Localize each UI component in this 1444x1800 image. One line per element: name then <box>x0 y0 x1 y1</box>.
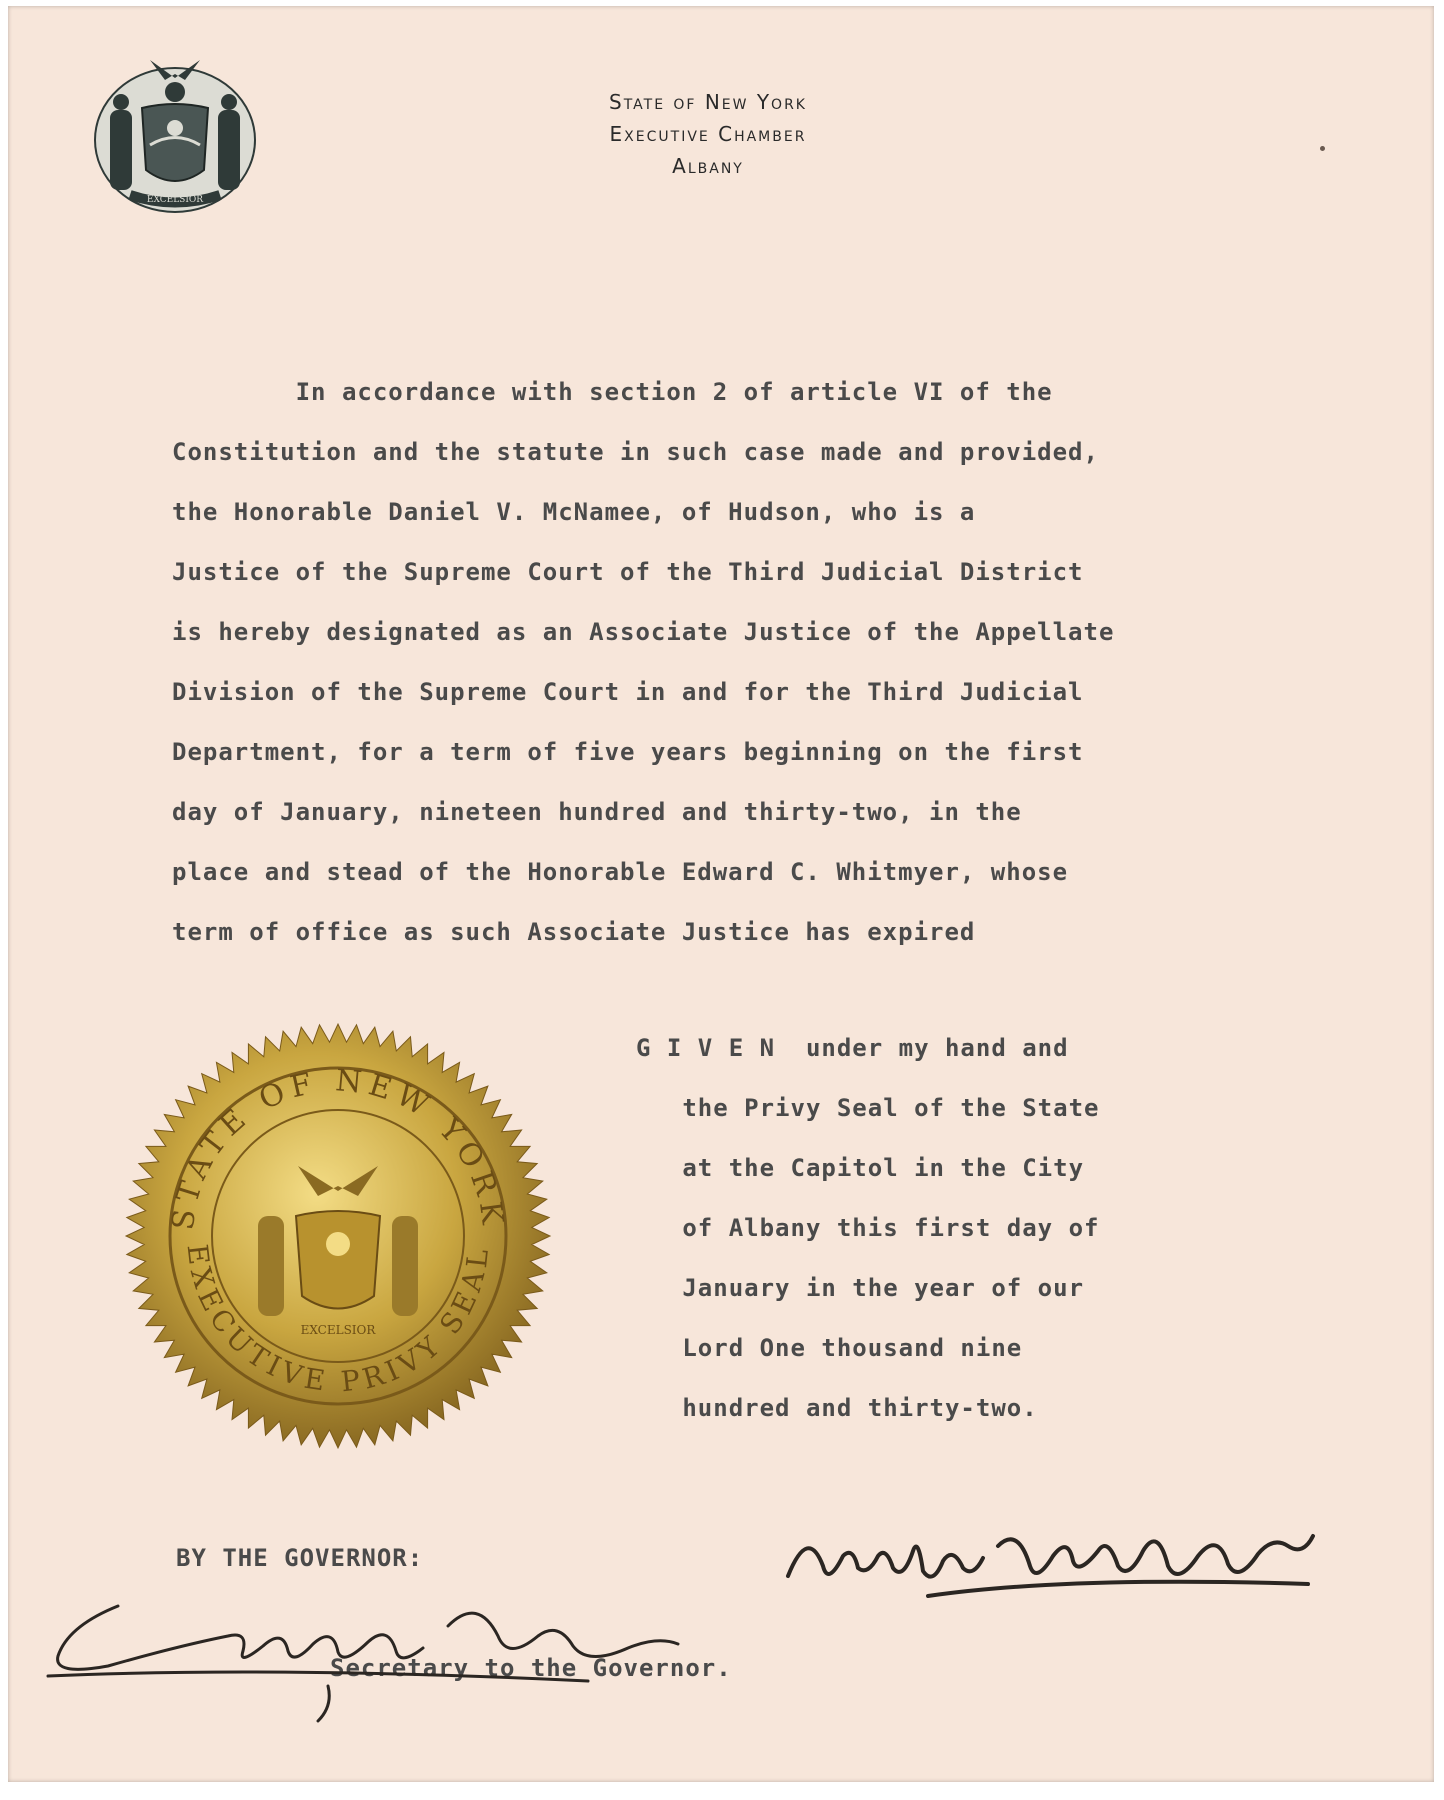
given-line: at the Capitol in the City <box>636 1154 1085 1182</box>
body-line: In accordance with section 2 of article VI of the <box>172 378 1053 406</box>
given-line: the Privy Seal of the State <box>636 1094 1100 1122</box>
paper-speck <box>1320 146 1325 151</box>
by-the-governor-label: BY THE GOVERNOR: <box>176 1544 424 1572</box>
letterhead-chamber: Executive Chamber <box>609 122 807 146</box>
seal-motto: EXCELSIOR <box>300 1323 376 1337</box>
given-block <box>636 1034 1296 1454</box>
body-line: Division of the Supreme Court in and for the Third Judicial <box>172 678 1084 706</box>
document-page <box>8 6 1434 1782</box>
body-line: Justice of the Supreme Court of the Third Judicial District <box>172 558 1084 586</box>
body-line: Constitution and the statute in such case made and provided, <box>172 438 1099 466</box>
crest-motto: EXCELSIOR <box>146 195 204 205</box>
designation-paragraph <box>172 378 1292 978</box>
given-line: G I V E N under my hand and <box>636 1034 1069 1062</box>
state-crest-icon <box>80 50 270 220</box>
body-line: Department, for a term of five years beginning on the first <box>172 738 1084 766</box>
given-line: January in the year of our <box>636 1274 1085 1302</box>
letterhead-city: Albany <box>672 154 744 178</box>
secretary-title: Secretary to the Governor. <box>330 1654 732 1682</box>
secretary-signature <box>28 1566 728 1726</box>
letterhead <box>448 86 968 182</box>
body-line: is hereby designated as an Associate Justice of the Appellate <box>172 618 1115 646</box>
secretary-signature-icon <box>28 1566 728 1726</box>
body-line: the Honorable Daniel V. McNamee, of Hudson, who is a <box>172 498 976 526</box>
privy-seal-icon <box>118 1016 558 1456</box>
body-line: day of January, nineteen hundred and thirty-two, in the <box>172 798 1022 826</box>
body-line: term of office as such Associate Justice has expired <box>172 918 976 946</box>
given-line: Lord One thousand nine <box>636 1334 1023 1362</box>
seal-text-bottom: EXECUTIVE PRIVY SEAL <box>180 1242 496 1399</box>
seal-text-top: STATE OF NEW YORK <box>165 1063 511 1233</box>
governor-signature-icon <box>768 1506 1328 1616</box>
given-line: hundred and thirty-two. <box>636 1394 1038 1422</box>
given-line: of Albany this first day of <box>636 1214 1100 1242</box>
governor-signature <box>768 1506 1328 1616</box>
body-line: place and stead of the Honorable Edward C. Whitmyer, whose <box>172 858 1069 886</box>
letterhead-state: State of New York <box>609 90 807 114</box>
